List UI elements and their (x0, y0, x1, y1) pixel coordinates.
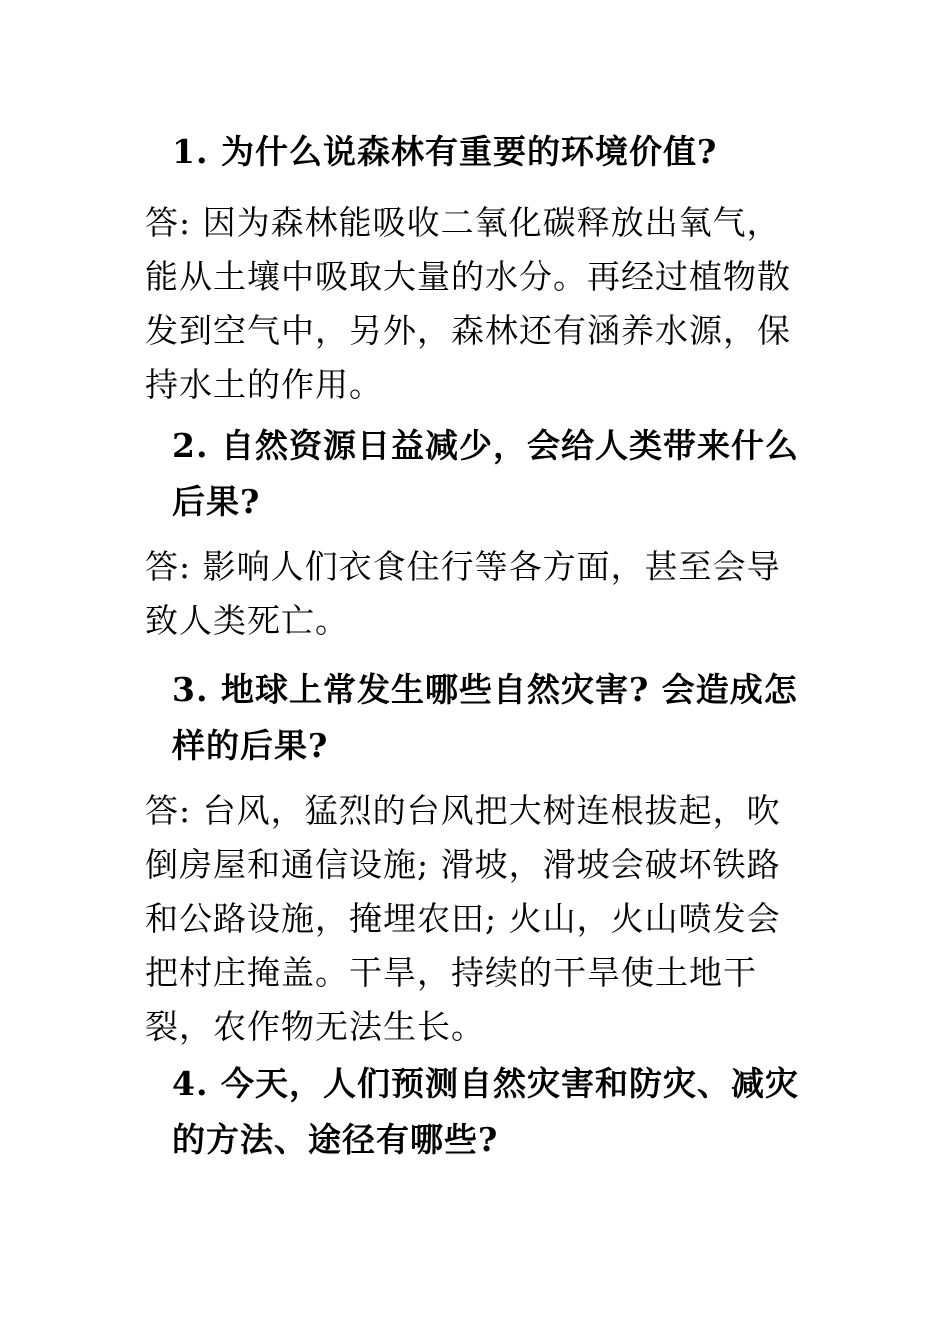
question-3: 3. 地球上常发生哪些自然灾害? 会造成怎样的后果? (172, 670, 798, 765)
answer-2: 答: 影响人们衣食住行等各方面，甚至会导致人类死亡。 (145, 547, 781, 640)
question-1: 1. 为什么说森林有重要的环境价值? (172, 132, 718, 171)
question-2: 2. 自然资源日益减少，会给人类带来什么后果? (172, 426, 799, 521)
question-4: 4. 今天，人们预测自然灾害和防灾、减灾的方法、途径有哪些? (172, 1064, 799, 1159)
answer-3: 答: 台风，猛烈的台风把大树连根拔起，吹倒房屋和通信设施; 滑坡，滑坡会破坏铁路和公路设施，掩埋农田; 火山，火山喷发会把村庄掩盖。干旱，持续的干旱使土地干裂，农作物无法生长。 (145, 791, 781, 1046)
answer-1: 答: 因为森林能吸收二氧化碳释放出氧气，能从土壤中吸取大量的水分。再经过植物散发到空气中，另外，森林还有涵养水源，保持水土的作用。 (145, 203, 791, 404)
